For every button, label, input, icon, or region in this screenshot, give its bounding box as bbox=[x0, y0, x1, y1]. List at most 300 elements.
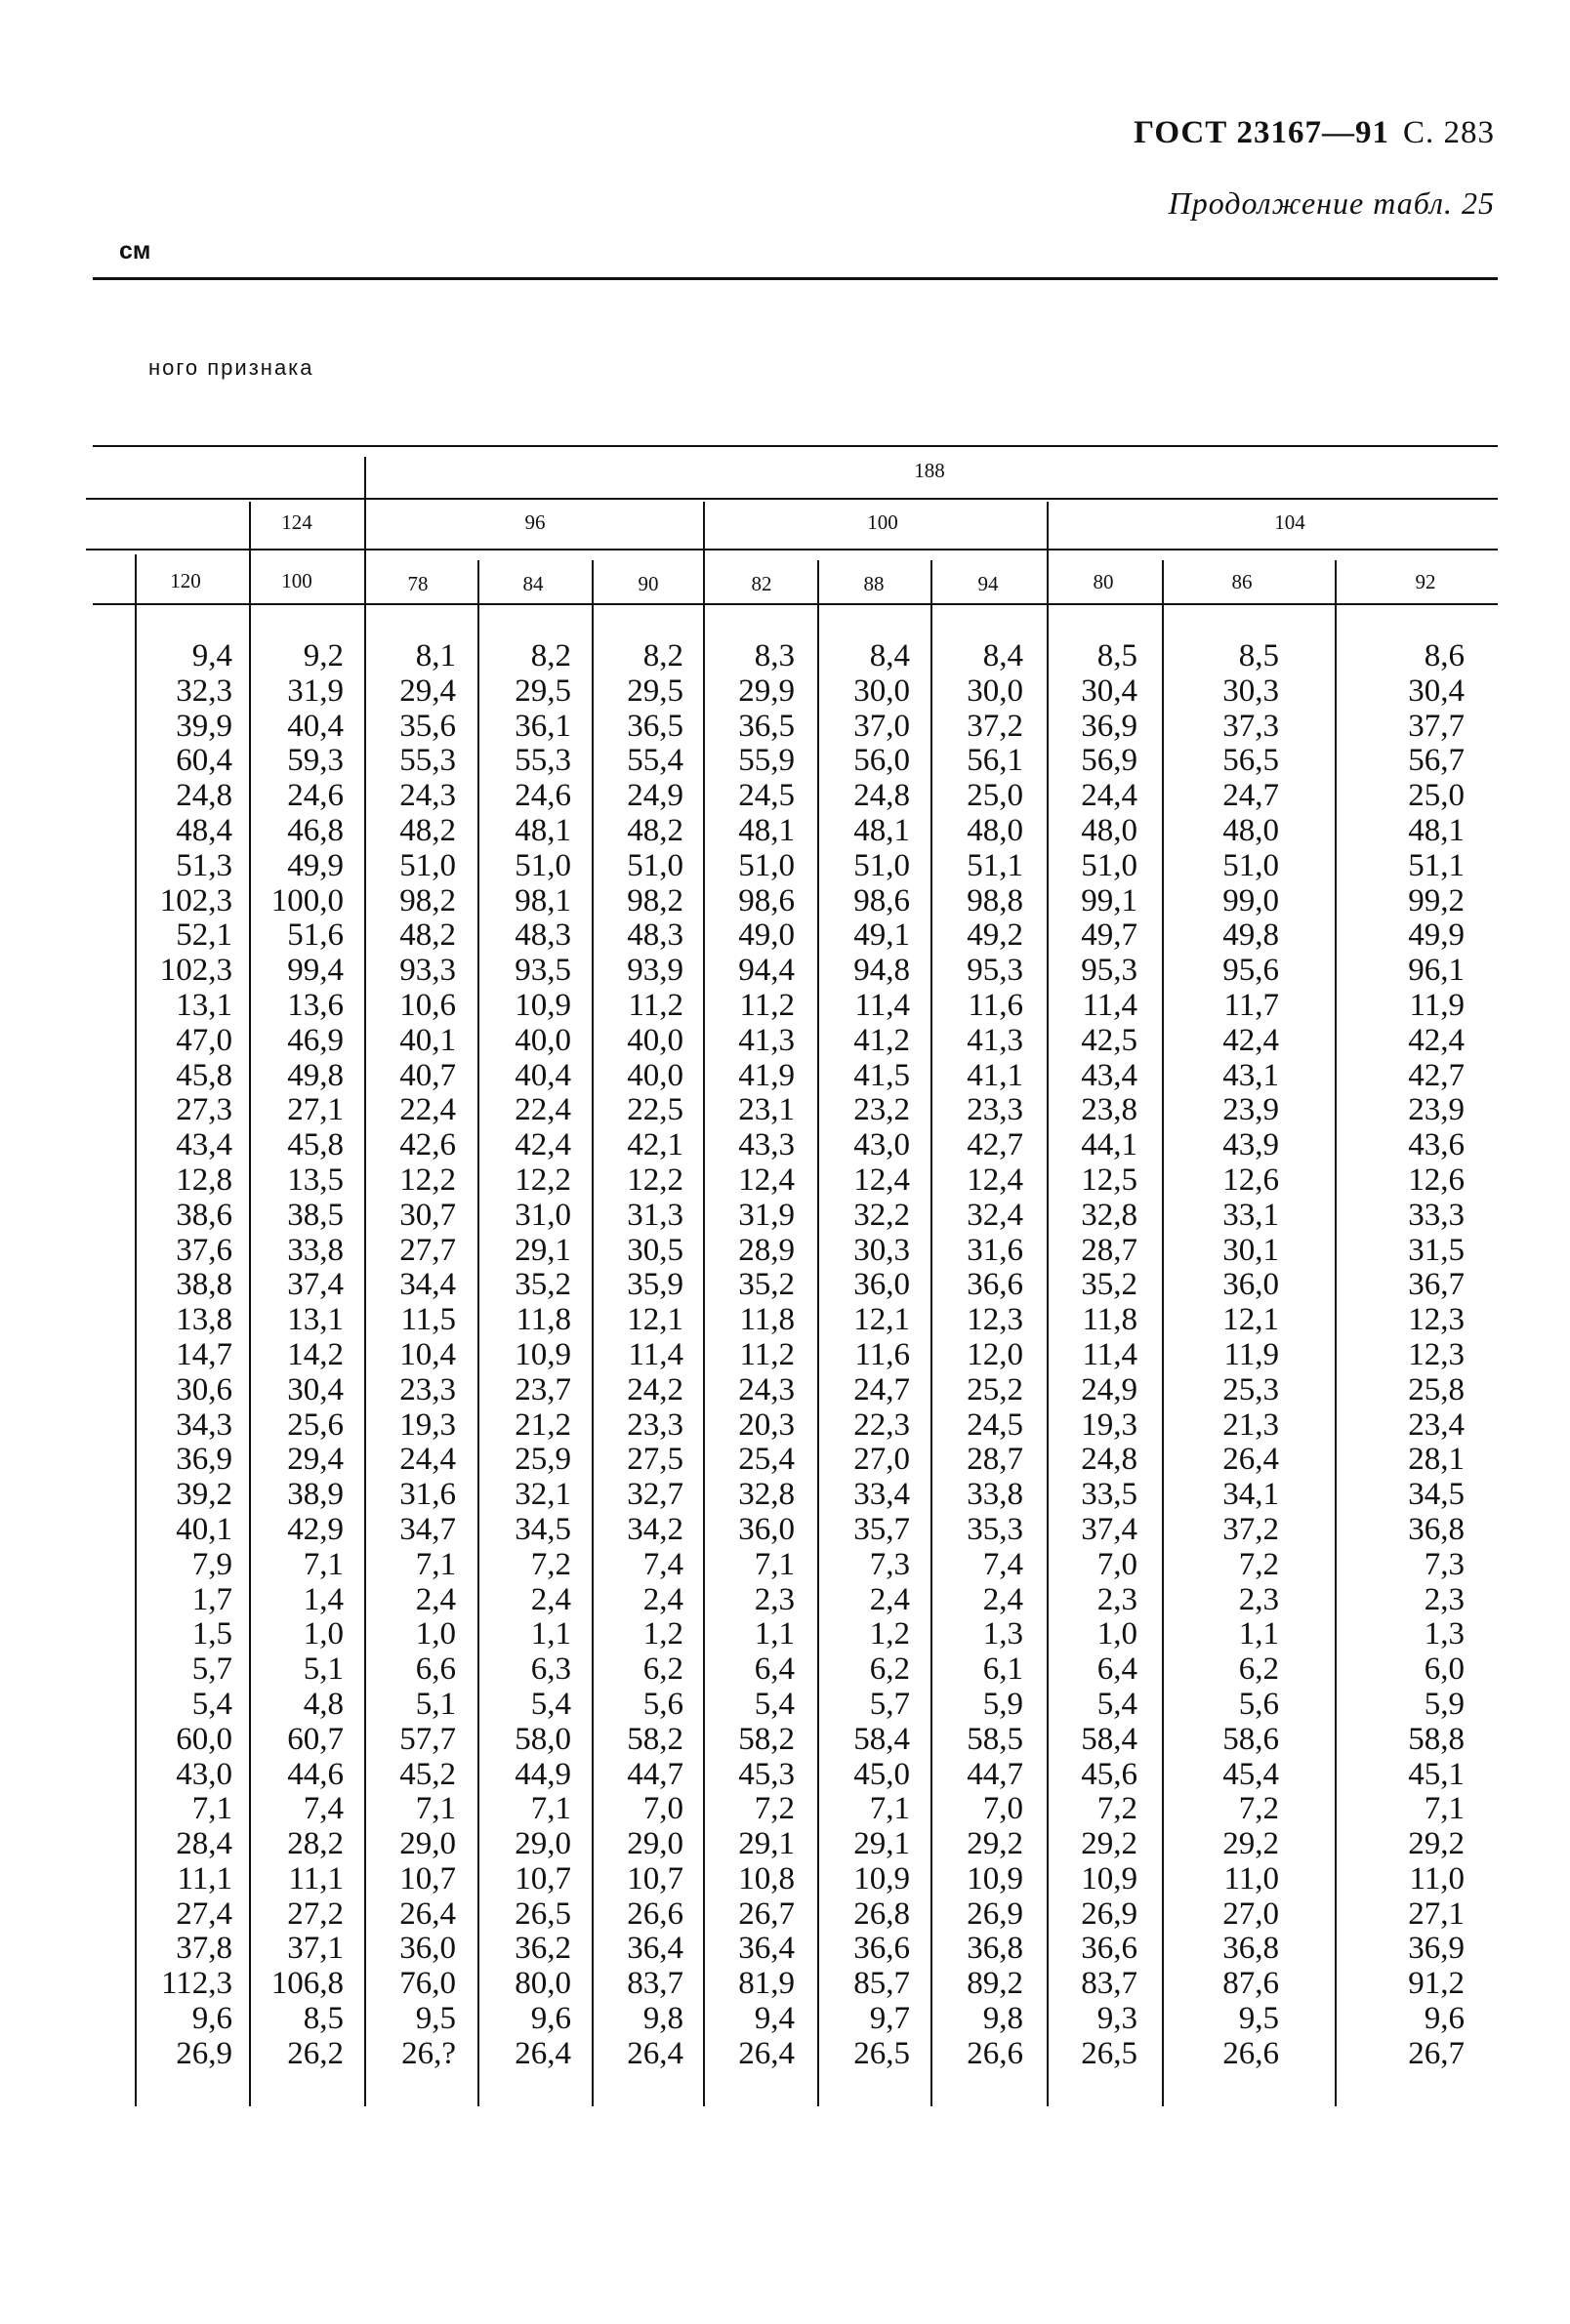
table-cell: 5,1 bbox=[303, 1651, 344, 1688]
table-cell: 29,4 bbox=[287, 1442, 344, 1478]
table-cell: 28,2 bbox=[287, 1826, 344, 1862]
table-cell: 93,9 bbox=[627, 953, 683, 989]
table-cell: 9,4 bbox=[754, 2001, 795, 2037]
table-cell: 6,2 bbox=[1238, 1651, 1279, 1688]
table-column-8 bbox=[1081, 639, 1137, 2072]
table-cell: 36,1 bbox=[515, 708, 571, 744]
table-cell: 36,6 bbox=[967, 1267, 1023, 1303]
table-cell: 2,3 bbox=[1238, 1581, 1279, 1617]
table-cell: 2,4 bbox=[642, 1581, 683, 1617]
table-cell: 36,5 bbox=[738, 708, 795, 744]
table-cell: 43,9 bbox=[1222, 1127, 1279, 1163]
table-cell: 36,7 bbox=[1408, 1267, 1465, 1303]
table-cell: 12,1 bbox=[1222, 1302, 1279, 1338]
table-cell: 8,2 bbox=[642, 638, 683, 673]
table-cell: 34,5 bbox=[515, 1511, 571, 1547]
table-cell: 95,6 bbox=[1222, 953, 1279, 989]
table-cell: 11,2 bbox=[628, 987, 683, 1023]
table-cell: 98,8 bbox=[967, 882, 1023, 918]
table-cell: 59,3 bbox=[287, 743, 344, 779]
table-cell: 10,8 bbox=[738, 1860, 795, 1896]
col-header-10: 92 bbox=[1415, 570, 1436, 593]
table-cell: 24,8 bbox=[853, 778, 910, 814]
table-cell: 27,4 bbox=[176, 1896, 232, 1932]
table-cell: 58,4 bbox=[1081, 1721, 1137, 1757]
table-cell: 36,4 bbox=[627, 1931, 683, 1967]
table-cell: 31,3 bbox=[627, 1197, 683, 1233]
table-cell: 49,1 bbox=[853, 917, 910, 954]
table-cell: 26,6 bbox=[1222, 2035, 1279, 2071]
table-cell: 98,6 bbox=[853, 882, 910, 918]
table-cell: 26,6 bbox=[627, 1896, 683, 1932]
table-cell: 36,0 bbox=[738, 1511, 795, 1547]
table-cell: 32,8 bbox=[1081, 1197, 1137, 1233]
table-cell: 12,6 bbox=[1222, 1162, 1279, 1198]
table-cell: 9,8 bbox=[642, 2001, 683, 2037]
table-cell: 35,2 bbox=[738, 1267, 795, 1303]
table-column-5 bbox=[738, 639, 795, 2072]
table-column-10 bbox=[1408, 639, 1465, 2072]
table-cell: 57,7 bbox=[399, 1721, 456, 1757]
table-cell: 29,0 bbox=[515, 1826, 571, 1862]
table-cell: 40,7 bbox=[399, 1057, 456, 1093]
table-cell: 85,7 bbox=[853, 1966, 910, 2002]
table-cell: 49,0 bbox=[738, 917, 795, 954]
table-cell: 9,8 bbox=[982, 2001, 1023, 2037]
table-cell: 25,3 bbox=[1222, 1371, 1279, 1407]
table-cell: 6,2 bbox=[642, 1651, 683, 1688]
col-header-1: 100 bbox=[281, 569, 312, 592]
table-cell: 34,7 bbox=[399, 1511, 456, 1547]
table-cell: 29,0 bbox=[399, 1826, 456, 1862]
table-cell: 2,4 bbox=[415, 1581, 456, 1617]
table-cell: 24,3 bbox=[738, 1371, 795, 1407]
table-cell: 27,0 bbox=[1222, 1896, 1279, 1932]
table-cell: 7,9 bbox=[191, 1546, 232, 1582]
table-cell: 25,6 bbox=[287, 1407, 344, 1443]
table-cell: 95,3 bbox=[967, 953, 1023, 989]
table-cell: 24,4 bbox=[399, 1442, 456, 1478]
table-cell: 41,5 bbox=[853, 1057, 910, 1093]
table-cell: 1,1 bbox=[1238, 1616, 1279, 1652]
table-cell: 39,2 bbox=[176, 1477, 232, 1513]
table-cell: 10,7 bbox=[399, 1860, 456, 1896]
table-cell: 1,0 bbox=[415, 1616, 456, 1652]
table-cell: 35,6 bbox=[399, 708, 456, 744]
table-cell: 10,9 bbox=[1081, 1860, 1137, 1896]
header-rule bbox=[93, 277, 1498, 280]
table-cell: 40,1 bbox=[399, 1022, 456, 1058]
table-cell: 26,2 bbox=[287, 2035, 344, 2071]
table-cell: 7,0 bbox=[982, 1791, 1023, 1827]
vrule-84-90 bbox=[592, 560, 594, 2106]
table-cell: 7,1 bbox=[415, 1546, 456, 1582]
table-cell: 51,3 bbox=[176, 847, 232, 883]
table-cell: 12,0 bbox=[967, 1336, 1023, 1372]
table-cell: 87,6 bbox=[1222, 1966, 1279, 2002]
table-cell: 26,? bbox=[401, 2035, 456, 2071]
table-cell: 8,3 bbox=[754, 638, 795, 673]
header-rule-group bbox=[86, 498, 1498, 500]
table-cell: 5,1 bbox=[415, 1686, 456, 1722]
table-cell: 38,9 bbox=[287, 1477, 344, 1513]
table-cell: 5,9 bbox=[982, 1686, 1023, 1722]
table-cell: 7,4 bbox=[303, 1791, 344, 1827]
vrule-80-86 bbox=[1162, 560, 1164, 2106]
table-cell: 36,8 bbox=[1222, 1931, 1279, 1967]
table-cell: 40,0 bbox=[627, 1057, 683, 1093]
table-cell: 40,1 bbox=[176, 1511, 232, 1547]
table-cell: 8,6 bbox=[1424, 638, 1465, 673]
table-cell: 48,4 bbox=[176, 812, 232, 848]
table-cell: 6,1 bbox=[982, 1651, 1023, 1688]
table-cell: 11,1 bbox=[288, 1860, 344, 1896]
table-cell: 36,8 bbox=[967, 1931, 1023, 1967]
table-cell: 9,4 bbox=[191, 638, 232, 673]
table-cell: 99,0 bbox=[1222, 882, 1279, 918]
table-cell: 5,4 bbox=[530, 1686, 571, 1722]
table-cell: 7,2 bbox=[1238, 1546, 1279, 1582]
table-cell: 23,1 bbox=[738, 1092, 795, 1128]
table-cell: 99,2 bbox=[1408, 882, 1465, 918]
table-cell: 48,1 bbox=[515, 812, 571, 848]
table-cell: 6,6 bbox=[415, 1651, 456, 1688]
vrule-left bbox=[135, 554, 137, 2106]
vrule-group bbox=[364, 457, 366, 2106]
table-cell: 94,8 bbox=[853, 953, 910, 989]
table-cell: 26,4 bbox=[515, 2035, 571, 2071]
table-cell: 13,1 bbox=[287, 1302, 344, 1338]
table-cell: 48,2 bbox=[627, 812, 683, 848]
table-cell: 8,1 bbox=[415, 638, 456, 673]
table-cell: 7,2 bbox=[1096, 1791, 1137, 1827]
table-cell: 46,8 bbox=[287, 812, 344, 848]
table-cell: 12,5 bbox=[1081, 1162, 1137, 1198]
table-cell: 45,8 bbox=[176, 1057, 232, 1093]
table-cell: 41,3 bbox=[967, 1022, 1023, 1058]
table-cell: 11,7 bbox=[1223, 987, 1279, 1023]
table-cell: 51,6 bbox=[287, 917, 344, 954]
table-cell: 5,4 bbox=[754, 1686, 795, 1722]
col-header-9: 86 bbox=[1231, 570, 1253, 593]
table-cell: 8,4 bbox=[869, 638, 910, 673]
table-cell: 36,9 bbox=[1081, 708, 1137, 744]
table-cell: 7,2 bbox=[1238, 1791, 1279, 1827]
table-cell: 10,6 bbox=[399, 987, 456, 1023]
table-column-7 bbox=[967, 639, 1023, 2072]
table-cell: 37,2 bbox=[967, 708, 1023, 744]
table-cell: 102,3 bbox=[159, 953, 232, 989]
table-cell: 24,4 bbox=[1081, 778, 1137, 814]
table-cell: 19,3 bbox=[1081, 1407, 1137, 1443]
table-cell: 11,0 bbox=[1409, 1860, 1465, 1896]
table-column-6 bbox=[853, 639, 910, 2072]
table-cell: 45,6 bbox=[1081, 1756, 1137, 1792]
table-cell: 38,6 bbox=[176, 1197, 232, 1233]
table-cell: 40,4 bbox=[515, 1057, 571, 1093]
table-cell: 41,3 bbox=[738, 1022, 795, 1058]
table-cell: 37,0 bbox=[853, 708, 910, 744]
table-cell: 7,3 bbox=[1424, 1546, 1465, 1582]
table-cell: 55,4 bbox=[627, 743, 683, 779]
table-cell: 10,7 bbox=[627, 1860, 683, 1896]
table-cell: 26,4 bbox=[627, 2035, 683, 2071]
table-cell: 26,8 bbox=[853, 1896, 910, 1932]
table-cell: 14,7 bbox=[176, 1336, 232, 1372]
table-cell: 48,1 bbox=[1408, 812, 1465, 848]
table-cell: 37,4 bbox=[1081, 1511, 1137, 1547]
table-cell: 48,3 bbox=[515, 917, 571, 954]
table-cell: 30,5 bbox=[627, 1232, 683, 1268]
table-cell: 1,4 bbox=[303, 1581, 344, 1617]
table-cell: 42,9 bbox=[287, 1511, 344, 1547]
table-cell: 7,4 bbox=[642, 1546, 683, 1582]
table-column-2 bbox=[399, 639, 456, 2072]
table-cell: 91,2 bbox=[1408, 1966, 1465, 2002]
table-cell: 34,1 bbox=[1222, 1477, 1279, 1513]
table-cell: 51,0 bbox=[399, 847, 456, 883]
table-cell: 31,5 bbox=[1408, 1232, 1465, 1268]
table-cell: 29,2 bbox=[1222, 1826, 1279, 1862]
table-cell: 5,6 bbox=[1238, 1686, 1279, 1722]
table-cell: 6,3 bbox=[530, 1651, 571, 1688]
unit-label: см bbox=[119, 237, 151, 265]
table-cell: 32,2 bbox=[853, 1197, 910, 1233]
table-cell: 99,4 bbox=[287, 953, 344, 989]
table-cell: 12,1 bbox=[627, 1302, 683, 1338]
subgroup-header-104: 104 bbox=[1274, 510, 1305, 534]
table-cell: 22,4 bbox=[515, 1092, 571, 1128]
table-cell: 26,5 bbox=[1081, 2035, 1137, 2071]
table-cell: 48,0 bbox=[967, 812, 1023, 848]
table-cell: 10,9 bbox=[967, 1860, 1023, 1896]
table-cell: 43,0 bbox=[853, 1127, 910, 1163]
table-cell: 55,3 bbox=[515, 743, 571, 779]
table-cell: 51,0 bbox=[627, 847, 683, 883]
table-cell: 30,0 bbox=[853, 673, 910, 709]
table-cell: 12,4 bbox=[738, 1162, 795, 1198]
table-cell: 28,1 bbox=[1408, 1442, 1465, 1478]
table-cell: 11,1 bbox=[177, 1860, 232, 1896]
table-cell: 12,1 bbox=[853, 1302, 910, 1338]
table-cell: 32,4 bbox=[967, 1197, 1023, 1233]
table-cell: 27,0 bbox=[853, 1442, 910, 1478]
table-cell: 93,3 bbox=[399, 953, 456, 989]
table-cell: 26,4 bbox=[399, 1896, 456, 1932]
table-cell: 8,5 bbox=[303, 2001, 344, 2037]
table-cell: 28,4 bbox=[176, 1826, 232, 1862]
table-cell: 43,4 bbox=[176, 1127, 232, 1163]
table-cell: 56,0 bbox=[853, 743, 910, 779]
table-cell: 96,1 bbox=[1408, 953, 1465, 989]
table-cell: 9,7 bbox=[869, 2001, 910, 2037]
table-cell: 30,7 bbox=[399, 1197, 456, 1233]
table-cell: 1,5 bbox=[191, 1616, 232, 1652]
table-cell: 23,3 bbox=[399, 1371, 456, 1407]
table-cell: 5,9 bbox=[1424, 1686, 1465, 1722]
table-cell: 4,8 bbox=[303, 1686, 344, 1722]
table-cell: 1,2 bbox=[642, 1616, 683, 1652]
table-cell: 7,1 bbox=[415, 1791, 456, 1827]
table-cell: 37,2 bbox=[1222, 1511, 1279, 1547]
table-cell: 76,0 bbox=[399, 1966, 456, 2002]
table-cell: 13,6 bbox=[287, 987, 344, 1023]
table-cell: 2,3 bbox=[1424, 1581, 1465, 1617]
table-cell: 31,0 bbox=[515, 1197, 571, 1233]
table-cell: 33,4 bbox=[853, 1477, 910, 1513]
table-cell: 9,2 bbox=[303, 638, 344, 673]
subgroup-header-124: 124 bbox=[281, 510, 312, 534]
table-cell: 27,7 bbox=[399, 1232, 456, 1268]
subgroup-header-96: 96 bbox=[524, 510, 546, 534]
table-cell: 9,3 bbox=[1096, 2001, 1137, 2037]
table-cell: 11,9 bbox=[1409, 987, 1465, 1023]
table-cell: 27,1 bbox=[287, 1092, 344, 1128]
table-cell: 20,3 bbox=[738, 1407, 795, 1443]
table-cell: 98,1 bbox=[515, 882, 571, 918]
header-rule-top bbox=[93, 445, 1498, 447]
table-cell: 31,6 bbox=[399, 1477, 456, 1513]
table-cell: 8,5 bbox=[1238, 638, 1279, 673]
table-cell: 33,3 bbox=[1408, 1197, 1465, 1233]
table-cell: 99,1 bbox=[1081, 882, 1137, 918]
table-cell: 25,9 bbox=[515, 1442, 571, 1478]
table-cell: 37,6 bbox=[176, 1232, 232, 1268]
table-cell: 5,4 bbox=[191, 1686, 232, 1722]
table-cell: 51,0 bbox=[1081, 847, 1137, 883]
vrule-88-94 bbox=[930, 560, 932, 2106]
table-cell: 24,7 bbox=[853, 1371, 910, 1407]
table-cell: 36,2 bbox=[515, 1931, 571, 1967]
table-cell: 5,6 bbox=[642, 1686, 683, 1722]
table-cell: 9,6 bbox=[1424, 2001, 1465, 2037]
table-cell: 45,1 bbox=[1408, 1756, 1465, 1792]
table-cell: 58,5 bbox=[967, 1721, 1023, 1757]
table-cell: 33,5 bbox=[1081, 1477, 1137, 1513]
table-cell: 11,4 bbox=[1082, 1336, 1137, 1372]
table-cell: 40,0 bbox=[515, 1022, 571, 1058]
table-cell: 26,5 bbox=[853, 2035, 910, 2071]
table-cell: 58,2 bbox=[627, 1721, 683, 1757]
table-cell: 33,8 bbox=[967, 1477, 1023, 1513]
table-cell: 48,0 bbox=[1222, 812, 1279, 848]
col-header-5: 82 bbox=[751, 572, 772, 595]
table-cell: 9,6 bbox=[191, 2001, 232, 2037]
table-cell: 26,9 bbox=[176, 2035, 232, 2071]
table-cell: 29,5 bbox=[515, 673, 571, 709]
table-cell: 24,5 bbox=[967, 1407, 1023, 1443]
table-cell: 10,9 bbox=[853, 1860, 910, 1896]
table-cell: 12,4 bbox=[853, 1162, 910, 1198]
table-cell: 24,7 bbox=[1222, 778, 1279, 814]
table-cell: 36,8 bbox=[1408, 1511, 1465, 1547]
table-cell: 23,2 bbox=[853, 1092, 910, 1128]
table-cell: 41,2 bbox=[853, 1022, 910, 1058]
table-cell: 30,1 bbox=[1222, 1232, 1279, 1268]
table-cell: 44,1 bbox=[1081, 1127, 1137, 1163]
table-cell: 47,0 bbox=[176, 1022, 232, 1058]
table-cell: 1,3 bbox=[982, 1616, 1023, 1652]
page-number: С. 283 bbox=[1402, 115, 1495, 150]
table-cell: 6,4 bbox=[754, 1651, 795, 1688]
table-cell: 36,0 bbox=[853, 1267, 910, 1303]
table-cell: 29,1 bbox=[853, 1826, 910, 1862]
table-cell: 35,3 bbox=[967, 1511, 1023, 1547]
table-cell: 11,8 bbox=[516, 1302, 571, 1338]
table-cell: 6,4 bbox=[1096, 1651, 1137, 1688]
header-rule-sub bbox=[86, 549, 1498, 550]
table-cell: 45,0 bbox=[853, 1756, 910, 1792]
table-cell: 1,7 bbox=[191, 1581, 232, 1617]
vrule-124 bbox=[249, 502, 251, 2106]
table-cell: 39,9 bbox=[176, 708, 232, 744]
table-cell: 26,7 bbox=[738, 1896, 795, 1932]
table-cell: 102,3 bbox=[159, 882, 232, 918]
table-cell: 36,0 bbox=[399, 1931, 456, 1967]
table-cell: 22,5 bbox=[627, 1092, 683, 1128]
table-cell: 49,8 bbox=[287, 1057, 344, 1093]
table-cell: 30,6 bbox=[176, 1371, 232, 1407]
table-cell: 32,3 bbox=[176, 673, 232, 709]
table-cell: 89,2 bbox=[967, 1966, 1023, 2002]
table-continuation-caption: Продолжение табл. 25 bbox=[1168, 185, 1495, 221]
table-cell: 26,5 bbox=[515, 1896, 571, 1932]
table-column-9 bbox=[1222, 639, 1279, 2072]
table-cell: 52,1 bbox=[176, 917, 232, 954]
table-cell: 2,4 bbox=[530, 1581, 571, 1617]
table-cell: 2,3 bbox=[1096, 1581, 1137, 1617]
table-cell: 48,0 bbox=[1081, 812, 1137, 848]
table-cell: 27,1 bbox=[1408, 1896, 1465, 1932]
table-cell: 2,3 bbox=[754, 1581, 795, 1617]
table-cell: 24,5 bbox=[738, 778, 795, 814]
table-cell: 37,3 bbox=[1222, 708, 1279, 744]
table-cell: 48,1 bbox=[853, 812, 910, 848]
table-cell: 11,4 bbox=[1082, 987, 1137, 1023]
table-cell: 49,7 bbox=[1081, 917, 1137, 954]
table-cell: 7,2 bbox=[530, 1546, 571, 1582]
table-cell: 38,8 bbox=[176, 1267, 232, 1303]
table-cell: 60,0 bbox=[176, 1721, 232, 1757]
table-cell: 32,8 bbox=[738, 1477, 795, 1513]
table-cell: 7,0 bbox=[642, 1791, 683, 1827]
table-cell: 1,0 bbox=[303, 1616, 344, 1652]
table-cell: 23,3 bbox=[627, 1407, 683, 1443]
table-cell: 10,9 bbox=[515, 1336, 571, 1372]
table-cell: 34,3 bbox=[176, 1407, 232, 1443]
table-cell: 36,6 bbox=[1081, 1931, 1137, 1967]
table-cell: 7,1 bbox=[869, 1791, 910, 1827]
table-cell: 32,7 bbox=[627, 1477, 683, 1513]
table-cell: 6,0 bbox=[1424, 1651, 1465, 1688]
table-cell: 30,4 bbox=[1081, 673, 1137, 709]
table-cell: 12,8 bbox=[176, 1162, 232, 1198]
table-cell: 34,2 bbox=[627, 1511, 683, 1547]
table-cell: 10,4 bbox=[399, 1336, 456, 1372]
table-cell: 42,7 bbox=[1408, 1057, 1465, 1093]
table-cell: 33,8 bbox=[287, 1232, 344, 1268]
table-cell: 98,6 bbox=[738, 882, 795, 918]
table-cell: 29,4 bbox=[399, 673, 456, 709]
col-header-4: 90 bbox=[638, 572, 659, 595]
table-cell: 51,0 bbox=[738, 847, 795, 883]
table-cell: 58,6 bbox=[1222, 1721, 1279, 1757]
table-cell: 11,5 bbox=[400, 1302, 456, 1338]
table-cell: 12,2 bbox=[399, 1162, 456, 1198]
table-cell: 24,9 bbox=[1081, 1371, 1137, 1407]
table-cell: 23,3 bbox=[967, 1092, 1023, 1128]
col-header-7: 94 bbox=[977, 572, 999, 595]
